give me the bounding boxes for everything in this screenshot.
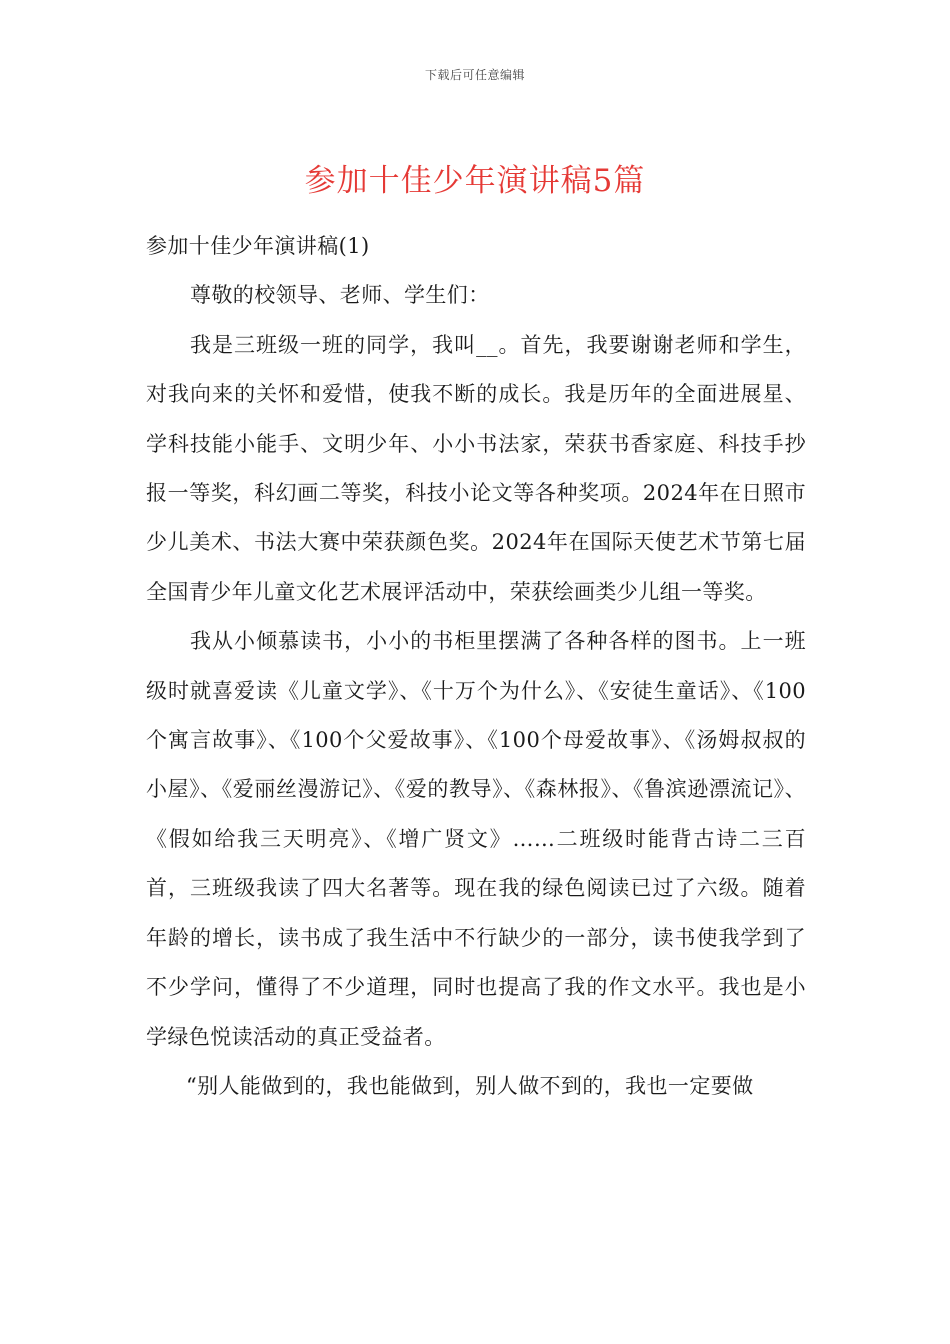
paragraph: 我是三班级一班的同学，我叫__。首先，我要谢谢老师和学生，对我向来的关怀和爱惜，使我不断的成长。我是历年的全面进展星、学科技能小能手、文明少年、小小书法家，荣获书香家庭、科技手抄报一等奖，科幻画二等奖，科技小论文等各种奖项。2024年在日照市少儿美术、书法大赛中荣获颜色奖。2024年在国际天使艺术节第七届全国青少年儿童文化艺术展评活动中，荣获绘画类少儿组一等奖。	[146, 332, 806, 604]
document-body	[146, 222, 806, 1111]
paragraph: “别人能做到的，我也能做到，别人做不到的，我也一定要做	[186, 1073, 754, 1098]
header-note: 下载后可任意编辑	[424, 68, 525, 82]
paragraph: 我从小倾慕读书，小小的书柜里摆满了各种各样的图书。上一班级时就喜爱读《儿童文学》、《十万个为什么》、《安徒生童话》、《100个寓言故事》、《100个父爱故事》、《100个母爱故事》、《汤姆叔叔的小屋》、《爱丽丝漫游记》、《爱的教导》、《森林报》、《鲁滨逊漂流记》、《假如给我三天明亮》、《增广贤文》……二班级时能背古诗二三百首，三班级我读了四大名著等。现在我的绿色阅读已过了六级。随着年龄的增长，读书成了我生活中不行缺少的一部分，读书使我学到了不少学问，懂得了不少道理，同时也提高了我的作文水平。我也是小学绿色悦读活动的真正受益者。	[146, 629, 806, 1049]
greeting: 尊敬的校领导、老师、学生们：	[190, 283, 490, 308]
section-title: 参加十佳少年演讲稿(1)	[146, 234, 370, 258]
document-title: 参加十佳少年演讲稿5篇	[304, 162, 646, 199]
